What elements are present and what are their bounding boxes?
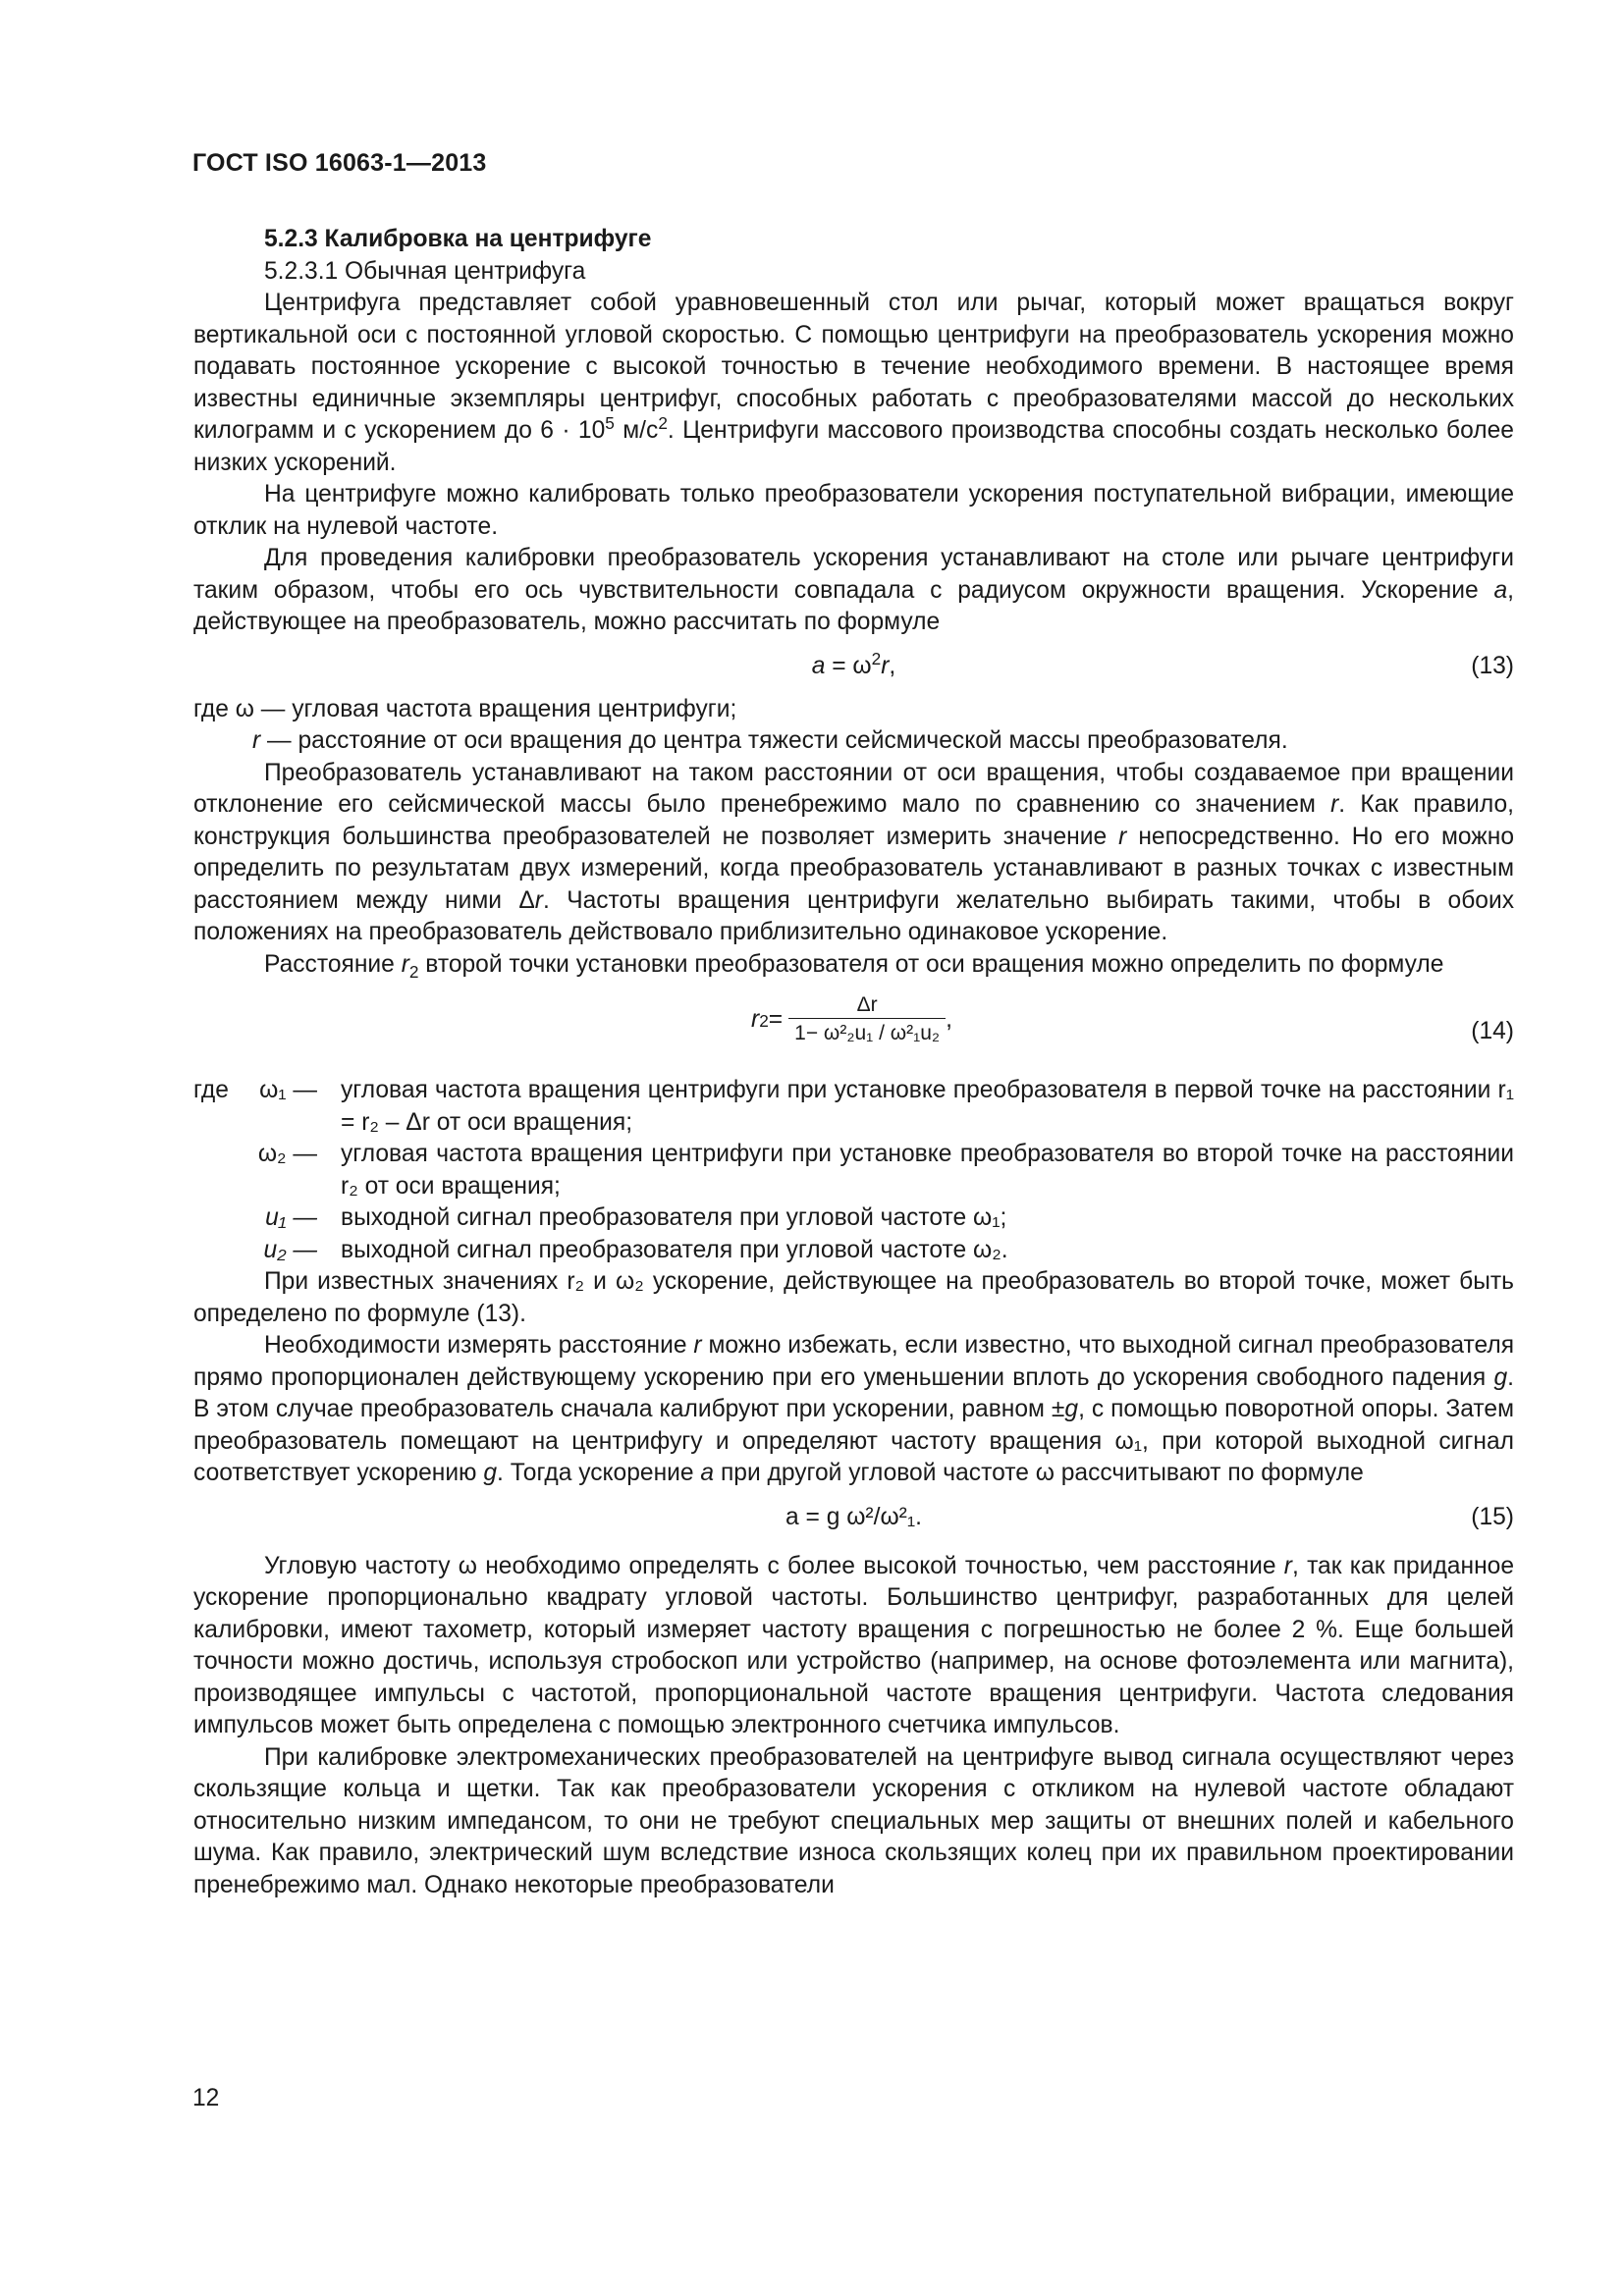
formula-15-number: (15) [1471, 1503, 1514, 1530]
formula-eq: = [768, 1006, 784, 1034]
paragraph-7-text: . Тогда ускорение [497, 1460, 701, 1486]
where-omega [193, 694, 1514, 726]
exponent: 2 [658, 412, 668, 433]
fraction-denominator: 1− ω²₂u₁ / ω²₁u₂ [794, 1022, 941, 1044]
formula-exponent: 2 [871, 648, 882, 668]
where-symbol: u₂ — [263, 1236, 317, 1263]
variable: r [1118, 823, 1127, 850]
fraction-numerator: Δr [856, 993, 878, 1016]
where-term [193, 1139, 341, 1202]
paragraph-2: На центрифуге можно калибровать только преобразователи ускорения поступательной вибрации, имеющие отклик на нулевой частоте. [193, 481, 1514, 540]
paragraph-7-text: , с помощью поворотной опоры. Затем преобразователь помещают на центрифугу и определяют частоту вращения ω₁, при которой выходной сигнал соответствует ускорению [193, 1396, 1514, 1486]
variable: a [1493, 576, 1508, 604]
fraction [788, 992, 946, 1048]
where-list-14 [193, 1075, 1514, 1266]
paragraph-1 [193, 288, 1514, 479]
where-lead: где [193, 1077, 229, 1103]
where-var: r [252, 727, 261, 754]
where-symbol: ω₂ — [257, 1141, 317, 1167]
where-desc: выходной сигнал преобразователя при угловой частоте ω₁; [341, 1204, 1007, 1231]
paragraph-4-text: . Частоты вращения центрифуги желательно выбирать такими, чтобы в обоих положениях на преобразователь действовало приблизительно одинаковое ускорение. [193, 886, 1514, 945]
variable: g [1064, 1396, 1079, 1422]
formula-14 [193, 981, 1514, 1075]
variable: a [700, 1460, 715, 1486]
paragraph-4-text: непосредственно. Но его можно определить по результатам двух измерений, когда преобразователь устанавливают в разных точках с известным расстоянием между ними Δ [193, 823, 1514, 914]
variable: r [401, 950, 409, 978]
paragraph-7-text: при другой угловой частоте ω рассчитывают по формуле [714, 1460, 1364, 1486]
standard-header: ГОСТ ISO 16063-1—2013 [192, 149, 487, 177]
formula-14-expression: r 2 = $\frac{\Delta r}{\text{1− ω²₂u₁ / ω²₁u₂}}$ , [751, 992, 952, 1048]
formula-punct: , [946, 1006, 952, 1034]
variable: r [1330, 791, 1339, 818]
paragraph-5-text: второй точки установки преобразователя от оси вращения можно определить по формуле [418, 950, 1444, 978]
variable: r [534, 886, 543, 914]
where-r [193, 725, 1514, 758]
paragraph-4 [193, 758, 1514, 949]
formula-15 [193, 1490, 1514, 1545]
formula-14-number: (14) [1471, 1018, 1514, 1044]
section-heading: 5.2.3 Калибровка на центрифуге [264, 226, 652, 252]
where-desc: выходной сигнал преобразователя при угловой частоте ω₂. [341, 1236, 1008, 1263]
formula-15-expression: a = g ω²/ω²₁. [785, 1503, 922, 1530]
page-content [193, 224, 1514, 1901]
paragraph-1-unit: м/с [614, 417, 659, 444]
where-desc: — расстояние от оси вращения до центра тяжести сейсмической массы преобразователя. [260, 727, 1288, 754]
paragraph-4-text: . Как правило, конструкция большинства преобразователей не позволяет измерить значение [193, 791, 1514, 850]
where-desc: угловая частота вращения центрифуги; [292, 695, 737, 722]
paragraph-8-text: Угловую частоту ω необходимо определять с более высокой точностью, чем расстояние [264, 1552, 1284, 1579]
where-desc: угловая частота вращения центрифуги при установке преобразователя во второй точке на расстоянии r₂ от оси вращения; [341, 1141, 1514, 1200]
paragraph-7 [193, 1330, 1514, 1490]
paragraph-6: При известных значениях r₂ и ω₂ ускорение, действующее на преобразователь во второй точке, может быть определено по формуле (13). [193, 1268, 1514, 1327]
paragraph-4-text: Преобразователь устанавливают на таком расстоянии от оси вращения, чтобы создаваемое при вращении отклонение его сейсмической массы было пренебрежимо мало по сравнению со значением [193, 759, 1514, 818]
paragraph-1-tail: . Центрифуги массового производства способны создать несколько более низких ускорений. [193, 417, 1514, 476]
paragraph-8-text: , так как приданное ускорение пропорционально квадрату угловой частоты. Большинство центрифуг, разработанных для целей калибровки, имеют тахометр, который измеряет частоту вращения с погрешностью не более 2 %. Еще большей точности можно достичь, используя стробоскоп или устройство (например, на основе фотоэлемента или магнита), производящее импульсы с частотой, пропорциональной частоте вращения центрифуги. Частота следования импульсов может быть определена с помощью электронного счетчика импульсов. [193, 1552, 1515, 1738]
formula-13-expression [193, 648, 1514, 683]
paragraph-7-text: Необходимости измерять расстояние [264, 1332, 694, 1359]
paragraph-5 [193, 949, 1514, 982]
formula-punct: , [889, 652, 896, 679]
formula-var: r [751, 1006, 760, 1034]
paragraph-3-tail: , действующее на преобразователь, можно рассчитать по формуле [193, 576, 1514, 635]
paragraph-5-text: Расстояние [264, 950, 402, 978]
exponent: 5 [605, 412, 615, 433]
where-symbol: ω₁ — [259, 1077, 317, 1103]
variable: r [693, 1332, 702, 1359]
paragraph-8 [193, 1551, 1514, 1742]
variable: r [1283, 1552, 1292, 1579]
paragraph-7-text: . В этом случае преобразователь сначала калибруют при ускорении, равном ± [193, 1363, 1514, 1422]
subscript: 2 [408, 961, 419, 982]
variable: g [483, 1460, 498, 1486]
paragraph-7-text: можно избежать, если известно, что выходной сигнал преобразователя прямо пропорционален действующему ускорению при его уменьшении вплоть до ускорения свободного падения [193, 1332, 1515, 1391]
formula-eq: = ω [825, 652, 872, 679]
paragraph-3-text: Для проведения калибровки преобразователь ускорения устанавливают на столе или рычаге центрифуги таким образом, чтобы его ось чувствительности совпадала с радиусом окружности вращения. Ускорение [193, 545, 1514, 604]
where-lead: где ω — [193, 695, 293, 722]
paragraph-3 [193, 543, 1514, 639]
formula-var: r [881, 652, 890, 679]
paragraph-9: При калибровке электромеханических преобразователей на центрифуге вывод сигнала осуществляют через скользящие кольца и щетки. Так как преобразователи ускорения с откликом на нулевой частоте обладают относительно низким импедансом, то они не требуют специальных мер защиты от внешних полей и кабельного шума. Как правило, электрический шум вследствие износа скользящих колец при их правильном проектировании пренебрежимо мал. Однако некоторые преобразователи [193, 1743, 1514, 1898]
where-symbol: u₁ — [265, 1204, 317, 1231]
page-number: 12 [192, 2085, 220, 2111]
formula-var: a [811, 652, 826, 679]
paragraph-1-text: Центрифуга представляет собой уравновешенный стол или рычаг, который может вращаться вокруг вертикальной оси с постоянной угловой скоростью. С помощью центрифуги на преобразователь ускорения можно подавать постоянное ускорение с высокой точностью в течение необходимого времени. В настоящее время известны единичные экземпляры центрифуг, способных работать с преобразователями массой до нескольких килограмм и с ускорением до 6 · 10 [193, 290, 1514, 444]
where-desc: угловая частота вращения центрифуги при установке преобразователя в первой точке на расстоянии r₁ = r₂ – Δr от оси вращения; [341, 1077, 1514, 1136]
where-term [193, 1235, 341, 1267]
where-term [193, 1202, 341, 1235]
variable: g [1493, 1363, 1508, 1391]
where-term [193, 1075, 341, 1139]
subsection-heading: 5.2.3.1 Обычная центрифуга [264, 257, 586, 285]
formula-13 [193, 639, 1514, 694]
formula-13-number: (13) [1471, 652, 1514, 679]
